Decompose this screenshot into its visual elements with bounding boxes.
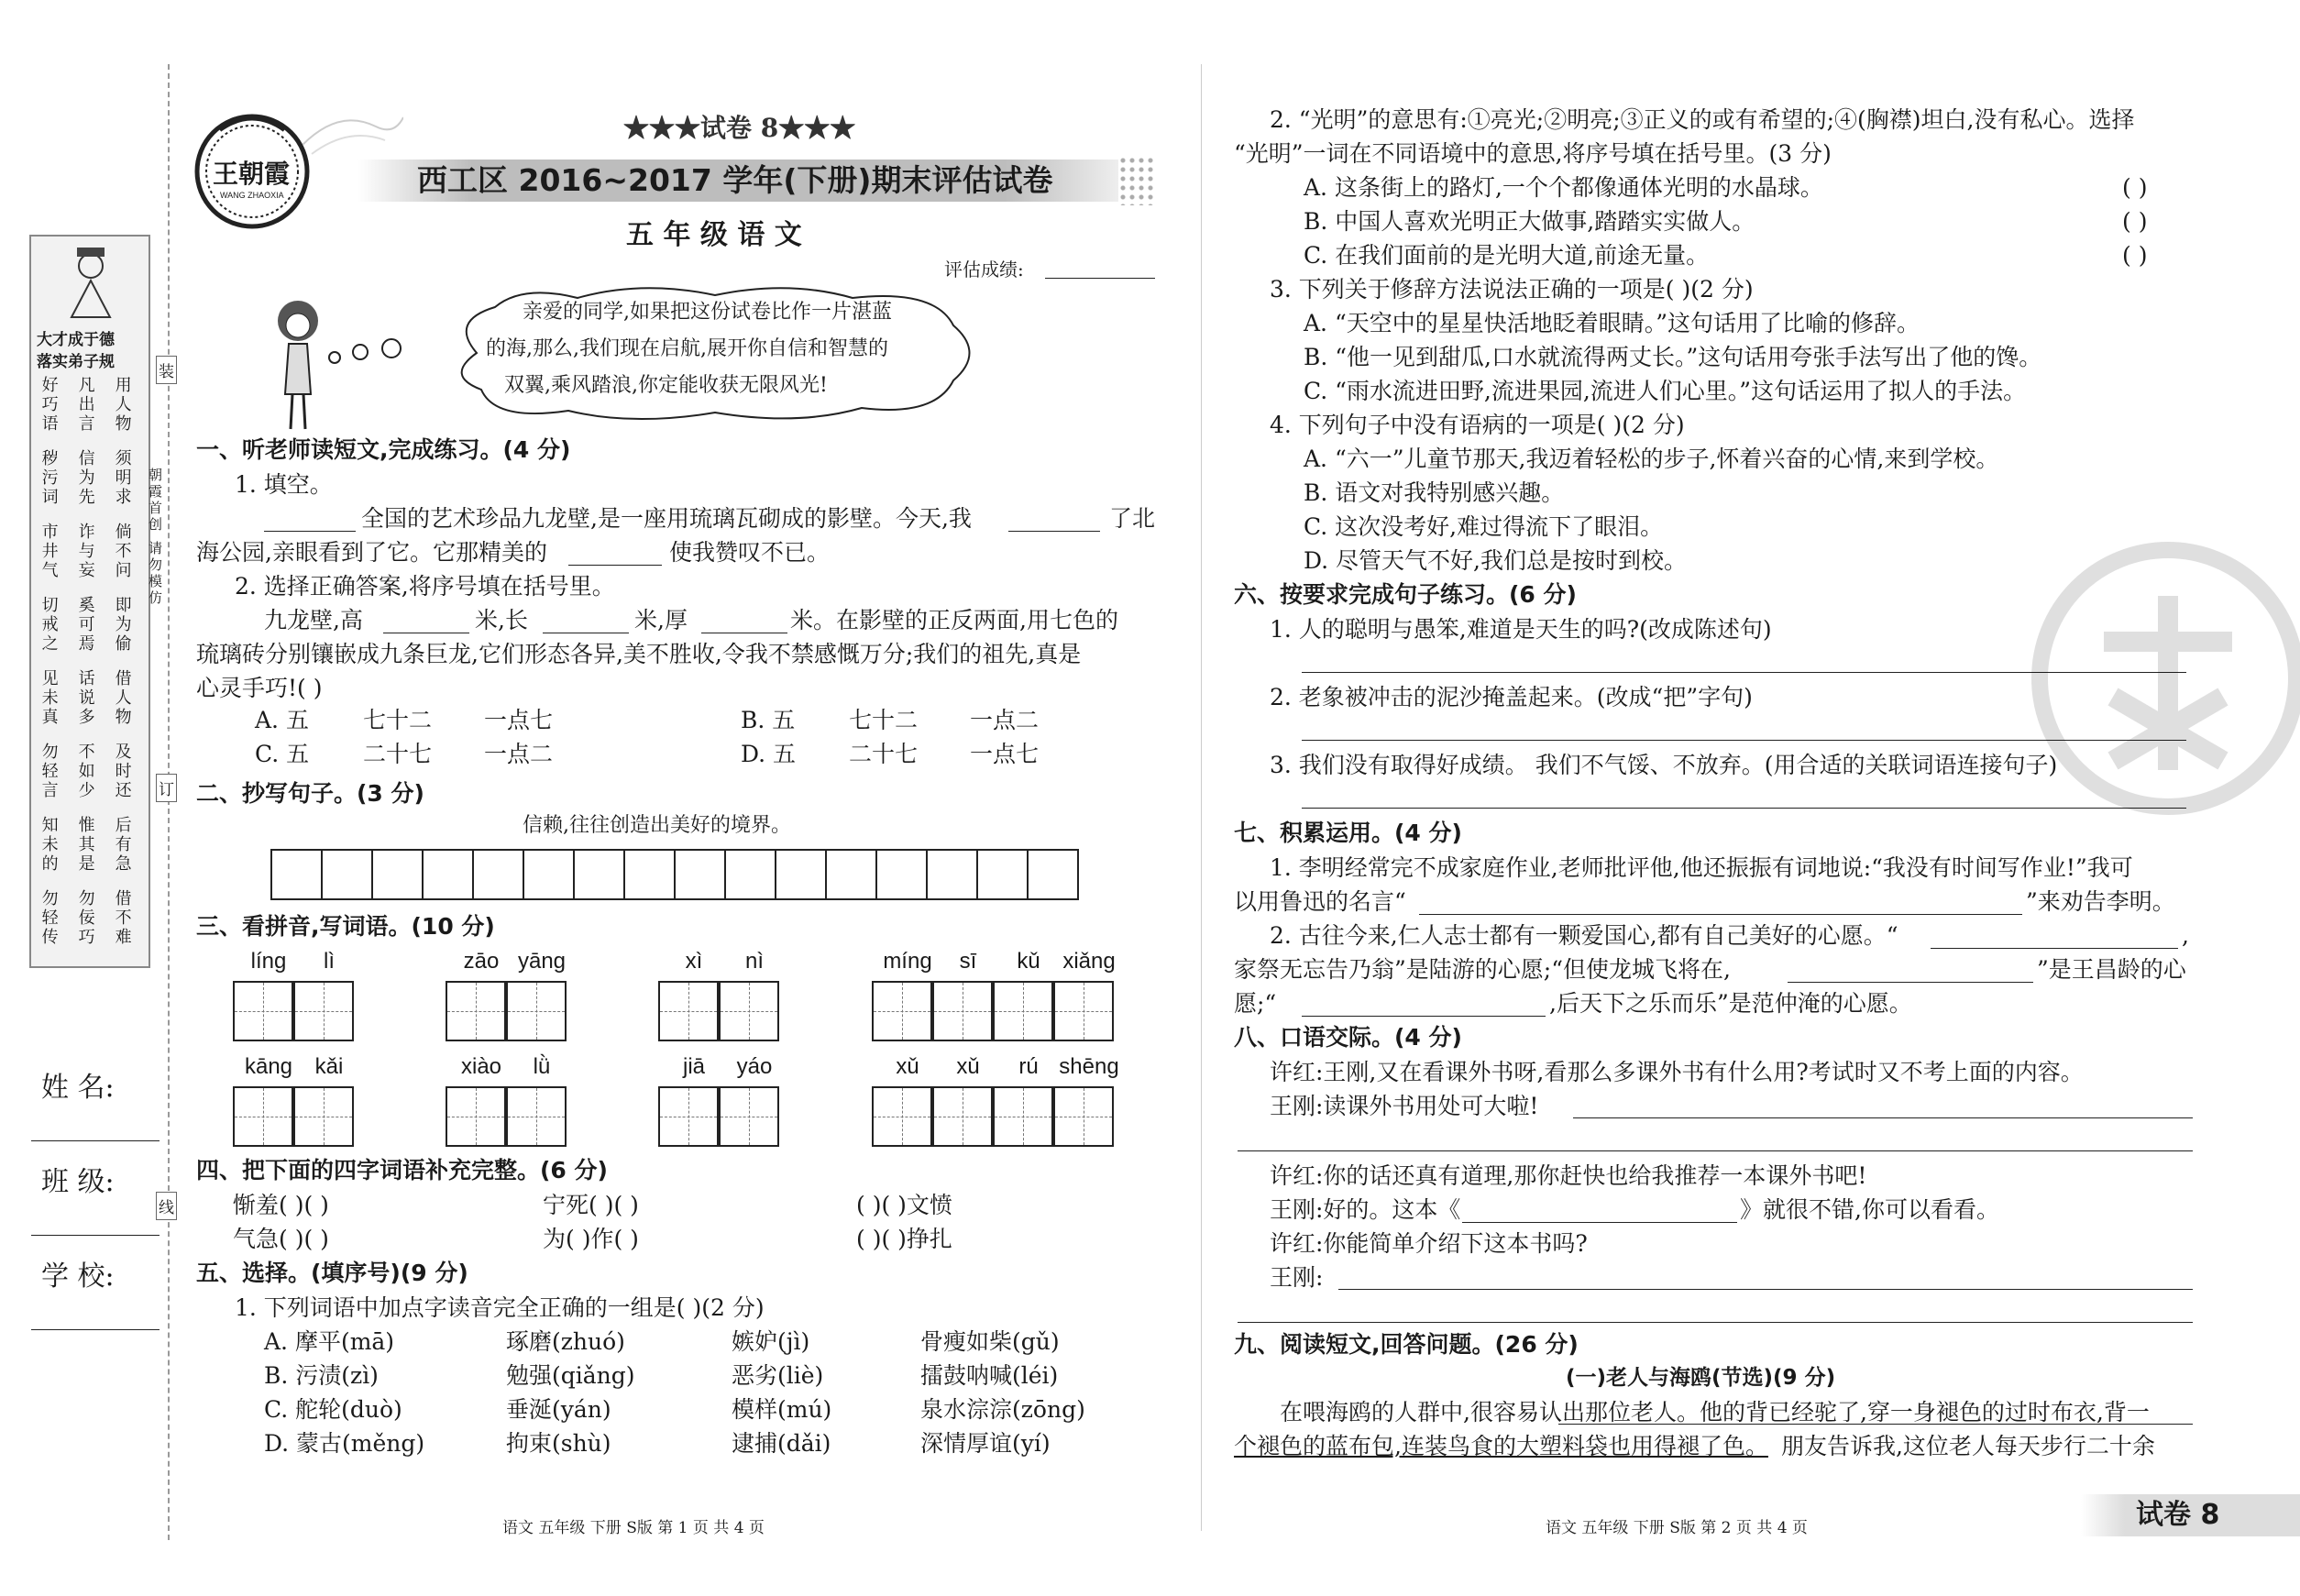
sidebar-verse-column: 话说多 xyxy=(75,669,95,727)
s5-q2-line2: “光明”一词在不同语境中的意思,将序号填在括号里。(3 分) xyxy=(1234,140,1832,167)
sidebar-verse-column: 秽污词 xyxy=(39,449,59,507)
cut-mark-1: 装 xyxy=(156,356,177,384)
logo xyxy=(193,112,312,231)
pronunciation-option: C. 舵轮(duò) xyxy=(264,1396,402,1423)
sidebar-verse-column: 见未真 xyxy=(39,669,59,727)
pronunciation-option: 深情厚谊(yí) xyxy=(920,1430,1051,1457)
char-box[interactable] xyxy=(719,1086,779,1147)
copy-grid-cell[interactable] xyxy=(978,851,1029,898)
copy-grid-cell[interactable] xyxy=(877,851,928,898)
footer-right: 语文 五年级 下册 S版 第 2 页 共 4 页 xyxy=(1546,1519,1808,1537)
pinyin-label: rú xyxy=(1018,1054,1039,1079)
s7-q1-blank[interactable] xyxy=(1419,887,2022,915)
char-box[interactable] xyxy=(932,981,993,1041)
sidebar-verse-column: 市井气 xyxy=(39,523,59,580)
pronunciation-option: 逮捕(dǎi) xyxy=(732,1430,831,1457)
s8-line-3: 许红:你的话还真有道理,那你赶快也给我推荐一本课外书吧! xyxy=(1270,1162,1867,1189)
s1-option-item[interactable]: A. 五 xyxy=(255,707,309,733)
s6-q2: 2. 老象被冲击的泥沙掩盖起来。(改成“把”字句) xyxy=(1270,684,1753,710)
logo-text: 王朝霞 xyxy=(213,159,291,189)
copy-grid-cell[interactable] xyxy=(323,851,373,898)
copy-grid-cell[interactable] xyxy=(575,851,625,898)
pronunciation-option: D. 蒙古(měng) xyxy=(264,1430,425,1457)
pinyin-label: xiǎng xyxy=(1062,949,1116,974)
pronunciation-option: 嫉妒(jì) xyxy=(732,1328,810,1355)
s1-q1: 1. 填空。 xyxy=(235,471,333,498)
pronunciation-option: 恶劣(liè) xyxy=(732,1362,824,1389)
s8-answer-2a[interactable] xyxy=(1338,1262,2193,1290)
s7-q1-line2-end: ”来劝告李明。 xyxy=(2026,888,2175,915)
s8-line-4-end: 》就很不错,你可以看看。 xyxy=(1740,1196,1999,1223)
exam-subject: 五 年 级 语 文 xyxy=(626,219,802,251)
sidebar-verse-column: 及时还 xyxy=(112,743,132,800)
char-box[interactable] xyxy=(658,981,719,1041)
sidebar-verse-column: 凡出言 xyxy=(75,376,95,434)
char-box[interactable] xyxy=(233,981,293,1041)
s9-subtitle: (一)老人与海鸥(节选)(9 分) xyxy=(1566,1366,1836,1390)
s6-q1: 1. 人的聪明与愚笨,难道是天生的吗?(改成陈述句) xyxy=(1270,616,1772,643)
copy-grid-cell[interactable] xyxy=(424,851,474,898)
welcome-line-3: 双翼,乘风踏浪,你定能收获无限风光! xyxy=(504,374,828,397)
char-box[interactable] xyxy=(446,981,506,1041)
blank-3[interactable] xyxy=(568,540,662,566)
blank-2[interactable] xyxy=(1008,506,1100,532)
cloud-tail xyxy=(316,332,445,369)
char-box[interactable] xyxy=(872,1086,932,1147)
choice-option[interactable]: B. 语文对我特别感兴趣。 xyxy=(1304,479,1565,506)
sidebar-verse-column: 诈与妄 xyxy=(75,523,95,580)
s7-q2-line2: 家祭无忘告乃翁”是陆游的心愿;“但使龙城飞将在, xyxy=(1234,956,1731,983)
s8-answer-1b[interactable] xyxy=(1238,1124,2193,1151)
sidebar-motto-2: 落实弟子规 xyxy=(37,353,115,371)
pronunciation-option: 骨瘦如柴(gǔ) xyxy=(920,1328,1060,1355)
answer-paren[interactable]: ( ) xyxy=(2122,174,2148,201)
name-field[interactable] xyxy=(31,1114,160,1141)
char-box[interactable] xyxy=(658,1086,719,1147)
answer-paren[interactable]: ( ) xyxy=(2122,208,2148,235)
char-box[interactable] xyxy=(293,1086,354,1147)
copy-grid-cell[interactable] xyxy=(676,851,726,898)
welcome-line-1: 亲爱的同学,如果把这份试卷比作一片湛蓝 xyxy=(523,301,892,324)
choice-option[interactable]: A. 这条街上的路灯,一个个都像通体光明的水晶球。 xyxy=(1304,174,1823,201)
char-box[interactable] xyxy=(719,981,779,1041)
copy-grid-cell[interactable] xyxy=(726,851,776,898)
s2-title: 二、抄写句子。(3 分) xyxy=(196,780,424,807)
char-box[interactable] xyxy=(1053,1086,1114,1147)
copy-grid-cell[interactable] xyxy=(928,851,978,898)
s1-title: 一、听老师读短文,完成练习。(4 分) xyxy=(196,436,571,463)
char-box[interactable] xyxy=(506,1086,567,1147)
sidebar-verse-column: 好巧语 xyxy=(39,376,59,434)
sidebar-verse-column: 勿佞巧 xyxy=(75,889,95,947)
pronunciation-option: 垂涎(yán) xyxy=(506,1396,611,1423)
pronunciation-option: 拘束(shù) xyxy=(506,1430,611,1457)
class-field[interactable] xyxy=(31,1208,160,1236)
char-box[interactable] xyxy=(506,981,567,1041)
char-box[interactable] xyxy=(1053,981,1114,1041)
pinyin-label: xǔ xyxy=(896,1054,919,1079)
sidebar-verse-column: 勿轻言 xyxy=(39,743,59,800)
blank-length[interactable] xyxy=(543,608,629,633)
s1-option-item[interactable]: 七十二 xyxy=(849,707,919,733)
s8-line-2: 王刚:读课外书用处可大啦! xyxy=(1270,1093,1539,1119)
s7-q2-line2-end: ”是王昌龄的心 xyxy=(2037,956,2186,983)
s1-q2: 2. 选择正确答案,将序号填在括号里。 xyxy=(235,573,615,600)
sidebar-verse-column: 须明求 xyxy=(112,449,132,507)
s1-option-item[interactable]: 二十七 xyxy=(363,741,433,767)
s8-book-title[interactable] xyxy=(1462,1195,1737,1223)
pinyin-label: xì xyxy=(685,949,703,974)
s7-q2-blank-2[interactable] xyxy=(1788,955,2033,983)
pronunciation-option: A. 摩平(mā) xyxy=(264,1328,395,1355)
s6-q3: 3. 我们没有取得好成绩。 我们不气馁、不放弃。(用合适的关联词语连接句子) xyxy=(1270,752,2058,778)
sidebar-motto-box xyxy=(29,235,150,968)
choice-option[interactable]: A. “天空中的星星快活地眨着眼睛。”这句话用了比喻的修辞。 xyxy=(1304,310,1920,336)
s1-q1-line2-end: 使我赞叹不已。 xyxy=(669,539,831,566)
s2-sentence: 信赖,往往创造出美好的境界。 xyxy=(523,814,791,837)
pinyin-label: yáo xyxy=(736,1054,773,1079)
s1-q2-line3: 心灵手巧!( ) xyxy=(196,675,323,701)
cut-mark-2: 订 xyxy=(156,774,177,802)
idiom-fill-item[interactable]: ( )( )挣扎 xyxy=(856,1226,952,1252)
paper-number: ★★★试卷 8★★★ xyxy=(623,113,856,143)
s1-q2-line1-b: 米,长 xyxy=(475,607,528,633)
watermark-seal xyxy=(2030,541,2300,816)
choice-option[interactable]: C. “雨水流进田野,流进果园,流进人们心里。”这句话运用了拟人的手法。 xyxy=(1304,378,2027,404)
s7-q2-line1: 2. 古往今来,仁人志士都有一颗爱国心,都有自己美好的心愿。“ xyxy=(1270,922,1898,949)
char-box[interactable] xyxy=(993,981,1053,1041)
pronunciation-option: 勉强(qiǎng) xyxy=(506,1362,635,1389)
pinyin-label: kāng xyxy=(244,1054,293,1079)
sidebar-verse-column: 借不难 xyxy=(112,889,132,947)
s1-q2-line1-d: 米。在影壁的正反两面,用七色的 xyxy=(790,607,1118,633)
copy-grid-cell[interactable] xyxy=(776,851,827,898)
s7-q1-line1: 1. 李明经常完不成家庭作业,老师批评他,他还振振有词地说:“我没有时间写作业!”我可 xyxy=(1270,854,2133,881)
s6-title: 六、按要求完成句子练习。(6 分) xyxy=(1234,581,1577,608)
footer-badge: 试卷 8 xyxy=(2136,1499,2220,1531)
school-label: 学 校: xyxy=(41,1260,115,1293)
copy-grid-cell[interactable] xyxy=(1029,851,1077,898)
s8-answer-2b[interactable] xyxy=(1238,1295,2193,1323)
pronunciation-option: 模样(mú) xyxy=(732,1396,832,1423)
pinyin-label: lì xyxy=(324,949,335,974)
s5-q1: 1. 下列词语中加点字读音完全正确的一组是( )(2 分) xyxy=(235,1294,765,1321)
sidebar-motto-1: 大才成于德 xyxy=(37,331,115,349)
s7-title: 七、积累运用。(4 分) xyxy=(1234,820,1462,846)
school-field[interactable] xyxy=(31,1303,160,1330)
pinyin-label: líng xyxy=(250,949,287,974)
pinyin-label: zāo xyxy=(463,949,500,974)
s8-title: 八、口语交际。(4 分) xyxy=(1234,1024,1462,1051)
choice-option[interactable]: D. 尽管天气不好,我们总是按时到校。 xyxy=(1304,547,1687,574)
char-box[interactable] xyxy=(932,1086,993,1147)
s8-line-1: 许红:王刚,又在看课外书呀,看那么多课外书有什么用?考试时又不考上面的内容。 xyxy=(1270,1059,2084,1085)
copy-grid-cell[interactable] xyxy=(625,851,676,898)
copyright-note: 朝霞首创 请勿模仿 xyxy=(147,468,163,607)
s1-option-item[interactable]: 一点二 xyxy=(484,741,554,767)
pinyin-label: nì xyxy=(744,949,764,974)
s9-title: 九、阅读短文,回答问题。(26 分) xyxy=(1234,1331,1579,1358)
pronunciation-option: B. 污渍(zì) xyxy=(264,1362,379,1389)
s1-q2-line1-c: 米,厚 xyxy=(634,607,688,633)
pinyin-label: yāng xyxy=(517,949,567,974)
pronunciation-option: 琢磨(zhuó) xyxy=(506,1328,625,1355)
s1-q1-line2: 海公园,亲眼看到了它。它那精美的 xyxy=(196,539,547,566)
welcome-line-2: 的海,那么,我们现在启航,展开你自信和智慧的 xyxy=(486,337,888,360)
choice-option[interactable]: C. 这次没考好,难过得流下了眼泪。 xyxy=(1304,513,1664,540)
s5-title: 五、选择。(填序号)(9 分) xyxy=(196,1260,468,1286)
copy-grid-cell[interactable] xyxy=(373,851,424,898)
s9-para-line2 xyxy=(1234,1435,2155,1458)
pinyin-label: shēng xyxy=(1059,1054,1119,1079)
s7-q1-line2: 以用鲁迅的名言“ xyxy=(1234,888,1406,915)
s8-line-5: 许红:你能简单介绍下这本书吗? xyxy=(1270,1230,1588,1257)
idiom-fill-item[interactable]: 气急( )( ) xyxy=(233,1226,329,1252)
girl-illustration xyxy=(269,293,324,431)
s5-q3: 3. 下列关于修辞方法说法正确的一项是( )(2 分) xyxy=(1270,276,1754,303)
s1-option-item[interactable]: C. 五 xyxy=(255,741,310,767)
sidebar-verse-column: 借人物 xyxy=(112,669,132,727)
copy-grid[interactable] xyxy=(270,849,1079,900)
sidebar-verse-column: 后有急 xyxy=(112,816,132,874)
s1-q2-line1-a: 九龙壁,高 xyxy=(264,607,363,633)
s5-q4: 4. 下列句子中没有语病的一项是( )(2 分) xyxy=(1270,412,1685,438)
sidebar-verse-column: 倘不问 xyxy=(112,523,132,580)
s1-q1-line1: 全国的艺术珍品九龙壁,是一座用琉璃瓦砌成的影壁。今天,我 xyxy=(361,505,972,532)
char-box[interactable] xyxy=(993,1086,1053,1147)
pinyin-label: jiā xyxy=(682,1054,705,1079)
sidebar-verse-column: 奚可焉 xyxy=(75,596,95,654)
pronunciation-option: 擂鼓呐喊(léi) xyxy=(920,1362,1059,1389)
sidebar-verse-column: 信为先 xyxy=(75,449,95,507)
s8-line-4: 王刚:好的。这本《 xyxy=(1270,1196,1461,1223)
page-divider xyxy=(1201,64,1202,1531)
idiom-fill-item[interactable]: 惭羞( )( ) xyxy=(233,1192,329,1218)
s7-q2-line3: 愿;“ xyxy=(1234,990,1277,1017)
s9-underlined-text: 个褪色的蓝布包,连装鸟食的大塑料袋也用得褪了色。 xyxy=(1234,1433,1768,1459)
pinyin-label: kǔ xyxy=(1017,949,1040,974)
s7-q2-line1-end: , xyxy=(2182,922,2189,949)
copy-grid-cell[interactable] xyxy=(524,851,575,898)
sidebar-verse-column: 用人物 xyxy=(112,376,132,434)
title-band-dots xyxy=(1118,156,1155,205)
s7-q2-line3-end: ,后天下之乐而乐”是范仲淹的心愿。 xyxy=(1549,990,1912,1017)
pinyin-label: xiào xyxy=(460,1054,502,1079)
pinyin-label: xǔ xyxy=(956,1054,980,1079)
s1-option-item[interactable]: D. 五 xyxy=(741,741,797,767)
answer-paren[interactable]: ( ) xyxy=(2122,242,2148,269)
s9-para-line2-rest: 朋友告诉我,这位老人每天步行二十余 xyxy=(1780,1433,2155,1459)
s4-title: 四、把下面的四字词语补充完整。(6 分) xyxy=(196,1157,608,1183)
choice-option[interactable]: C. 在我们面前的是光明大道,前途无量。 xyxy=(1304,242,1710,269)
s3-title: 三、看拼音,写词语。(10 分) xyxy=(196,913,495,940)
pinyin-label: sī xyxy=(959,949,977,974)
logo-subtext: WANG ZHAOXIA xyxy=(220,191,284,200)
pinyin-label: kǎi xyxy=(314,1054,344,1079)
s8-line-6: 王刚: xyxy=(1270,1264,1324,1291)
s9-underline-start xyxy=(1558,1398,2193,1425)
idiom-fill-item[interactable]: 为( )作( ) xyxy=(543,1226,639,1252)
char-box[interactable] xyxy=(233,1086,293,1147)
s1-q1-line1-end: 了北 xyxy=(1109,505,1156,532)
char-box[interactable] xyxy=(446,1086,506,1147)
exam-title: 西工区 2016~2017 学年(下册)期末评估试卷 xyxy=(417,162,1053,198)
s7-q2-blank-1[interactable] xyxy=(1931,921,2178,949)
char-box[interactable] xyxy=(293,981,354,1041)
s1-option-item[interactable]: 一点二 xyxy=(970,707,1040,733)
sidebar-verse-column: 勿轻传 xyxy=(39,889,59,947)
s9-para-line1: 在喂海鸥的人群中,很容易认出那位老人。他的背已经驼了,穿一身褪色的过时布衣,背一 xyxy=(1280,1399,2150,1425)
sidebar-verse-column: 不如少 xyxy=(75,743,95,800)
sidebar-verse-grid xyxy=(37,376,147,963)
s5-q2-line1: 2. “光明”的意思有:①亮光;②明亮;③正义的或有希望的;④(胸襟)坦白,没有私心。选择 xyxy=(1270,106,2135,133)
score-field[interactable] xyxy=(1045,259,1155,279)
class-label: 班 级: xyxy=(41,1166,115,1198)
copy-grid-cell[interactable] xyxy=(474,851,524,898)
s1-option-item[interactable]: 一点七 xyxy=(970,741,1040,767)
sidebar-verse-column: 切戒之 xyxy=(39,596,59,654)
choice-option[interactable]: B. 中国人喜欢光明正大做事,踏踏实实做人。 xyxy=(1304,208,1755,235)
s7-q2-blank-3[interactable] xyxy=(1302,989,1546,1017)
s1-option-item[interactable]: 七十二 xyxy=(363,707,433,733)
s1-q2-line2: 琉璃砖分别镶嵌成九条巨龙,它们形态各异,美不胜收,令我不禁感慨万分;我们的祖先,真是 xyxy=(196,641,1082,667)
s1-option-item[interactable]: B. 五 xyxy=(741,707,796,733)
name-label: 姓 名: xyxy=(41,1072,115,1104)
score-label: 评估成绩: xyxy=(944,259,1024,281)
ribbon-decoration xyxy=(303,108,403,163)
footer-left: 语文 五年级 下册 S版 第 1 页 共 4 页 xyxy=(502,1519,765,1537)
s1-option-item[interactable]: 二十七 xyxy=(849,741,919,767)
binding-margin-line xyxy=(168,64,170,1540)
pinyin-label: míng xyxy=(883,949,932,974)
idiom-fill-item[interactable]: ( )( )文愤 xyxy=(856,1192,952,1218)
s1-option-item[interactable]: 一点七 xyxy=(484,707,554,733)
sidebar-figure xyxy=(64,246,117,319)
pinyin-label: lǜ xyxy=(533,1054,551,1079)
choice-option[interactable]: B. “他一见到甜瓜,口水就流得两丈长。”这句话用夸张手法写出了他的馋。 xyxy=(1304,344,2042,370)
copy-grid-cell[interactable] xyxy=(827,851,877,898)
blank-thickness[interactable] xyxy=(701,608,787,633)
choice-option[interactable]: A. “六一”儿童节那天,我迈着轻松的步子,怀着兴奋的心情,来到学校。 xyxy=(1304,446,1999,472)
pronunciation-option: 泉水淙淙(zōng) xyxy=(920,1396,1085,1423)
copy-grid-cell[interactable] xyxy=(272,851,323,898)
sidebar-verse-column: 知未的 xyxy=(39,816,59,874)
char-box[interactable] xyxy=(872,981,932,1041)
blank-height[interactable] xyxy=(383,608,469,633)
idiom-fill-item[interactable]: 宁死( )( ) xyxy=(543,1192,639,1218)
sidebar-verse-column: 即为偷 xyxy=(112,596,132,654)
cut-mark-3: 线 xyxy=(156,1192,177,1220)
sidebar-verse-column: 惟其是 xyxy=(75,816,95,874)
blank-1[interactable] xyxy=(264,506,356,532)
s8-answer-1a[interactable] xyxy=(1573,1091,2193,1118)
